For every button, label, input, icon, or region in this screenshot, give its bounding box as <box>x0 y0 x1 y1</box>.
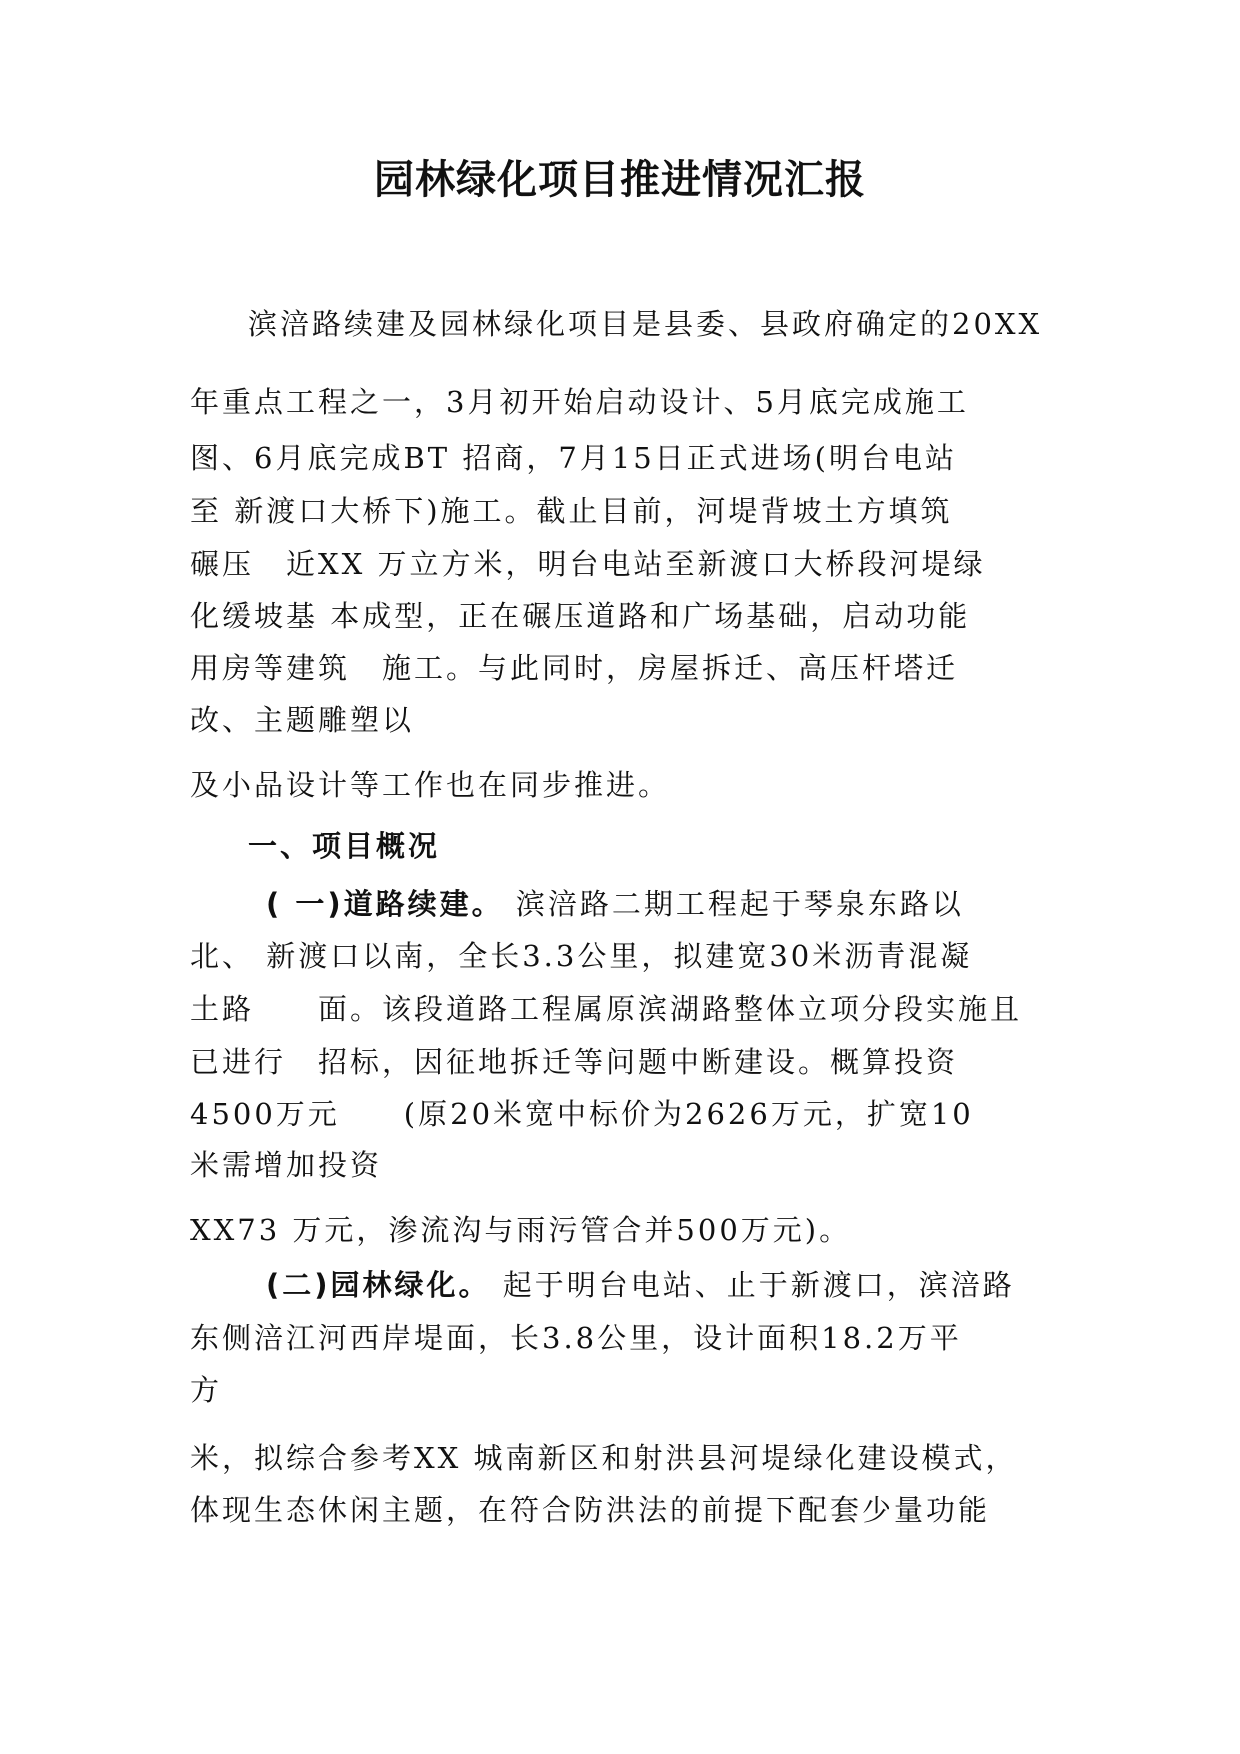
intro-line: 用房等建筑 施工。与此同时，房屋拆迁、高压杆塔迁 <box>190 651 959 685</box>
intro-line: 至 新渡口大桥下)施工。截止目前，河堤背坡土方填筑 <box>190 494 953 528</box>
intro-line: 化缓坡基 本成型，正在碾压道路和广场基础，启动功能 <box>190 599 971 633</box>
document-title: 园林绿化项目推进情况汇报 <box>374 157 866 203</box>
paragraph-line: 米，拟综合参考XX 城南新区和射洪县河堤绿化建设模式， <box>190 1441 1018 1475</box>
subsection-landscaping <box>266 1263 1015 1304</box>
paragraph-line: XX73 万元，渗流沟与雨污管合并500万元)。 <box>190 1213 852 1247</box>
paragraph-line: 东侧涪江河西岸堤面，长3.8公里，设计面积18.2万平 <box>190 1321 962 1355</box>
paragraph-line: 体现生态休闲主题，在符合防洪法的前提下配套少量功能 <box>190 1493 991 1527</box>
paragraph-line: 北、 新渡口以南，全长3.3公里，拟建宽30米沥青混凝 <box>190 939 973 973</box>
section-heading-project-overview: 一、项目概况 <box>248 829 441 863</box>
paragraph-line: 4500万元 (原20米宽中标价为2626万元，扩宽10 <box>190 1097 974 1131</box>
intro-line: 年重点工程之一，3月初开始启动设计、5月底完成施工 <box>190 385 969 419</box>
subsection-road-continuation <box>266 882 964 923</box>
intro-line: 图、6月底完成BT 招商，7月15日正式进场(明台电站 <box>190 441 957 475</box>
intro-line: 及小品设计等工作也在同步推进。 <box>190 768 671 802</box>
intro-line: 碾压 近XX 万立方米，明台电站至新渡口大桥段河堤绿 <box>190 547 986 581</box>
intro-line: 改、主题雕塑以 <box>190 703 415 737</box>
subsection-text: 起于明台电站、止于新渡口，滨涪路 <box>490 1268 1015 1302</box>
subsection-text: 滨涪路二期工程起于琴泉东路以 <box>503 887 964 921</box>
paragraph-line: 已进行 招标，因征地拆迁等问题中断建设。概算投资 <box>190 1045 959 1079</box>
paragraph-line: 米需增加投资 <box>190 1148 383 1182</box>
paragraph-line: 土路 面。该段道路工程属原滨湖路整体立项分段实施且 <box>190 992 1023 1026</box>
subsection-label: ( 一)道路续建。 <box>266 887 504 921</box>
paragraph-line: 方 <box>190 1373 223 1407</box>
subsection-label: (二)园林绿化。 <box>266 1268 491 1302</box>
intro-line: 滨涪路续建及园林绿化项目是县委、县政府确定的20XX <box>248 307 1043 341</box>
